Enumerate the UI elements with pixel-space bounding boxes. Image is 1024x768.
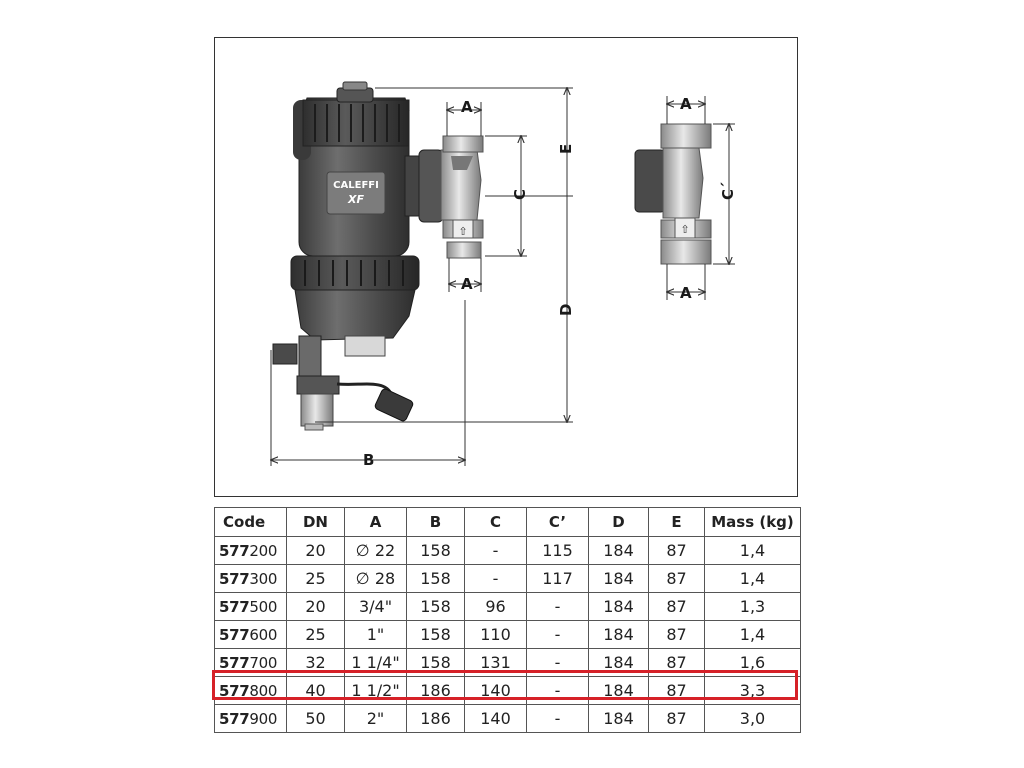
header-dn: DN (287, 508, 345, 537)
cell-c: 140 (465, 705, 527, 733)
cell-e: 87 (649, 565, 705, 593)
cell-c-prime: - (527, 621, 589, 649)
cell-d: 184 (589, 677, 649, 705)
cell-dn: 20 (287, 593, 345, 621)
code-suffix: 600 (249, 625, 278, 644)
dim-a-top-right-label: A (680, 95, 692, 113)
cell-c: 96 (465, 593, 527, 621)
cell-c-prime: 115 (527, 537, 589, 565)
cell-mass: 3,3 (705, 677, 801, 705)
cell-code (215, 565, 287, 593)
header-c-prime: C’ (527, 508, 589, 537)
code-prefix: 577 (219, 681, 250, 700)
header-a: A (345, 508, 407, 537)
dim-a-bottom-label: A (461, 275, 473, 293)
dim-c-label: C (511, 188, 529, 200)
cell-e: 87 (649, 621, 705, 649)
svg-text:⇧: ⇧ (680, 223, 690, 236)
cell-dn: 40 (287, 677, 345, 705)
code-suffix: 700 (249, 653, 278, 672)
table-row (215, 565, 801, 593)
dim-d-label: D (557, 303, 575, 316)
cell-b: 186 (407, 705, 465, 733)
cell-mass: 1,4 (705, 621, 801, 649)
cell-code (215, 621, 287, 649)
cell-d: 184 (589, 621, 649, 649)
table-row (215, 649, 801, 677)
cell-c-prime: - (527, 705, 589, 733)
code-prefix: 577 (219, 569, 250, 588)
table-row (215, 537, 801, 565)
cell-mass: 3,0 (705, 705, 801, 733)
caleffi-logo: CALEFFI (333, 180, 379, 191)
table-row (215, 593, 801, 621)
header-mass: Mass (kg) (705, 508, 801, 537)
cell-e: 87 (649, 705, 705, 733)
cell-b: 158 (407, 621, 465, 649)
cell-d: 184 (589, 649, 649, 677)
cell-a: 2" (345, 705, 407, 733)
header-b: B (407, 508, 465, 537)
cell-dn: 25 (287, 565, 345, 593)
cell-d: 184 (589, 565, 649, 593)
header-d: D (589, 508, 649, 537)
cell-a: 1 1/4" (345, 649, 407, 677)
cell-mass: 1,4 (705, 537, 801, 565)
dim-b-label: B (363, 451, 375, 469)
code-prefix: 577 (219, 541, 250, 560)
cell-d: 184 (589, 705, 649, 733)
code-prefix: 577 (219, 625, 250, 644)
table-header-row (215, 508, 801, 537)
cell-dn: 20 (287, 537, 345, 565)
cell-c-prime: 117 (527, 565, 589, 593)
cell-a: 1 1/2" (345, 677, 407, 705)
cell-c: 131 (465, 649, 527, 677)
header-e: E (649, 508, 705, 537)
cell-c-prime: - (527, 649, 589, 677)
code-suffix: 300 (249, 569, 278, 588)
cell-e: 87 (649, 677, 705, 705)
cell-mass: 1,4 (705, 565, 801, 593)
table-row (215, 677, 801, 705)
alternate-fitting (635, 124, 711, 264)
svg-text:⇧: ⇧ (458, 225, 468, 238)
code-prefix: 577 (219, 597, 250, 616)
cell-e: 87 (649, 537, 705, 565)
cell-dn: 32 (287, 649, 345, 677)
cell-d: 184 (589, 537, 649, 565)
cell-c-prime: - (527, 677, 589, 705)
table-body (215, 537, 801, 733)
dim-e-label: E (557, 143, 575, 154)
specifications-table (214, 507, 801, 733)
cell-b: 158 (407, 649, 465, 677)
code-suffix: 900 (249, 709, 278, 728)
cell-e: 87 (649, 649, 705, 677)
model-label: XF (348, 193, 364, 206)
code-prefix: 577 (219, 653, 250, 672)
header-c: C (465, 508, 527, 537)
dirt-separator-diagram (215, 38, 799, 498)
cell-dn: 25 (287, 621, 345, 649)
table-row (215, 621, 801, 649)
cell-b: 158 (407, 565, 465, 593)
cell-dn: 50 (287, 705, 345, 733)
cell-code (215, 593, 287, 621)
cell-mass: 1,6 (705, 649, 801, 677)
code-suffix: 800 (249, 681, 278, 700)
cell-e: 87 (649, 593, 705, 621)
dim-c-prime-label: C´ (719, 181, 737, 200)
cell-c-prime: - (527, 593, 589, 621)
cell-a: ∅ 28 (345, 565, 407, 593)
cell-mass: 1,3 (705, 593, 801, 621)
cell-b: 158 (407, 593, 465, 621)
dim-a-bottom-right-label: A (680, 284, 692, 302)
cell-a: 1" (345, 621, 407, 649)
dim-a-top-label: A (461, 98, 473, 116)
header-code: Code (215, 508, 287, 537)
cell-a: 3/4" (345, 593, 407, 621)
cell-b: 158 (407, 537, 465, 565)
cell-code (215, 705, 287, 733)
separator-body (273, 82, 419, 430)
cell-b: 186 (407, 677, 465, 705)
cell-a: ∅ 22 (345, 537, 407, 565)
cell-code (215, 649, 287, 677)
cell-c: - (465, 537, 527, 565)
code-prefix: 577 (219, 709, 250, 728)
cell-c: 110 (465, 621, 527, 649)
code-suffix: 500 (249, 597, 278, 616)
cell-code (215, 677, 287, 705)
side-fitting (405, 136, 483, 258)
cell-c: - (465, 565, 527, 593)
cell-d: 184 (589, 593, 649, 621)
table-row (215, 705, 801, 733)
code-suffix: 200 (249, 541, 278, 560)
technical-drawing (214, 37, 798, 497)
cell-code (215, 537, 287, 565)
cell-c: 140 (465, 677, 527, 705)
